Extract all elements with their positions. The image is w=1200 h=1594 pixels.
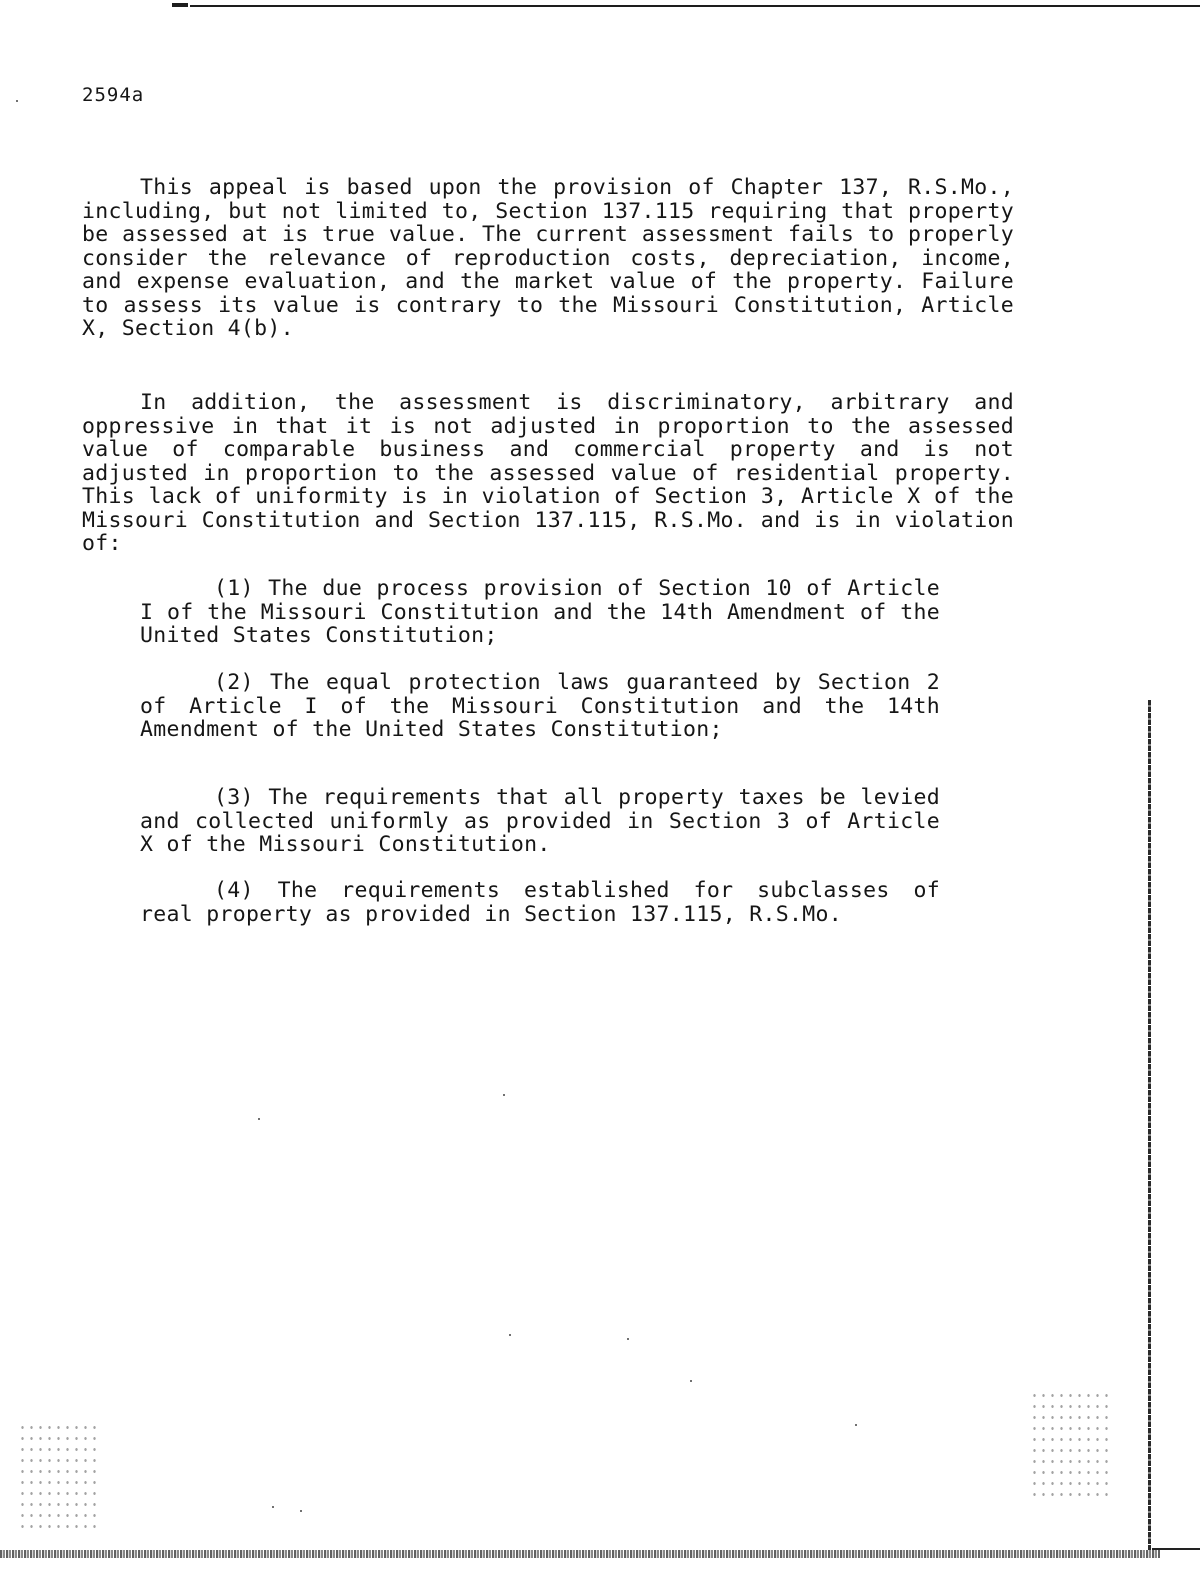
scan-speck xyxy=(627,1338,629,1340)
violation-item-1: (1) The due process provision of Section 10 of Article I of the Missouri Constitution and the 14th Amendment of the United States Constitution; xyxy=(140,576,940,648)
scan-top-rule xyxy=(190,5,1200,7)
scan-top-mark xyxy=(172,3,188,7)
scan-speck xyxy=(16,100,18,102)
scan-speck xyxy=(503,1094,505,1096)
scan-speck xyxy=(509,1334,511,1336)
page-number: 2594a xyxy=(82,84,145,106)
appeal-basis-paragraph: This appeal is based upon the provision of Chapter 137, R.S.Mo., including, but not limited to, Section 137.115 requiring that property be assessed at is true value. The current assessment fails to properly consider the relevance of reproduction costs, depreciation, income, and expense evaluation, and the market value of the property. Failure to assess its value is contrary to the Missouri Constitution, Article X, Section 4(b). xyxy=(82,175,1014,341)
scan-speck xyxy=(258,1118,260,1120)
scan-noise-cluster xyxy=(18,1422,98,1532)
scan-speck xyxy=(690,1380,692,1382)
violation-item-2: (2) The equal protection laws guaranteed by Section 2 of Article I of the Missouri Constitution and the 14th Amendment of the United States Constitution; xyxy=(140,670,940,742)
scan-noise-cluster xyxy=(1030,1390,1110,1500)
scan-speck xyxy=(855,1424,857,1426)
violation-item-4: (4) The requirements established for subclasses of real property as provided in Section 137.115, R.S.Mo. xyxy=(140,878,940,927)
discrimination-paragraph: In addition, the assessment is discriminatory, arbitrary and oppressive in that it is not adjusted in proportion to the assessed value of comparable business and commercial property and is not adjusted in proportion to the assessed value of residential property. This lack of uniformity is in violation of Section 3, Article X of the Missouri Constitution and Section 137.115, R.S.Mo. and is in violation of: xyxy=(82,390,1014,556)
scan-right-border xyxy=(1148,700,1151,1550)
scan-bottom-noise xyxy=(0,1550,1160,1558)
scan-speck xyxy=(272,1506,274,1508)
violation-item-3: (3) The requirements that all property taxes be levied and collected uniformly as provided in Section 3 of Article X of the Missouri Constitution. xyxy=(140,785,940,857)
scan-speck xyxy=(300,1510,302,1512)
